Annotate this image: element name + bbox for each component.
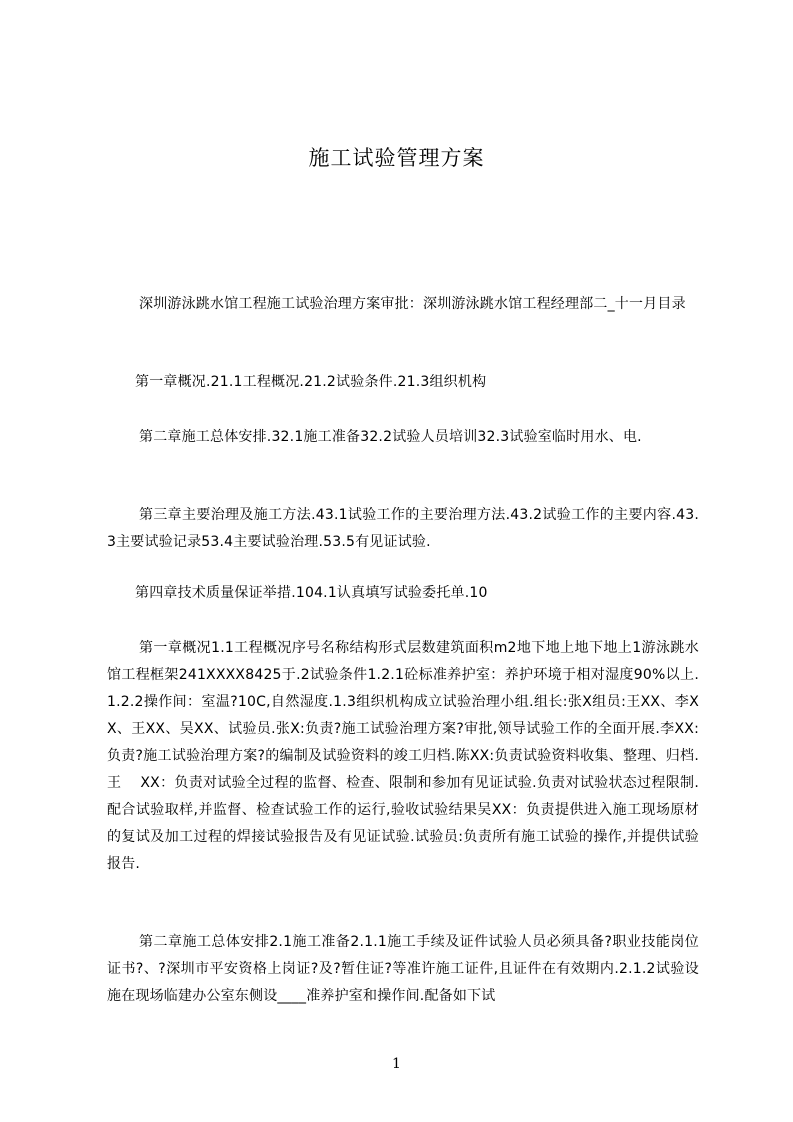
toc-chapter-2: 第二章施工总体安排.32.1施工准备32.2试验人员培训32.3试验室临时用水、电.: [139, 429, 642, 445]
chapter-1-body: 第一章概况1.1工程概况序号名称结构形式层数建筑面积m2地下地上地下地上1游泳跳水馆工程框架241XXXX8425于.2试验条件1.2.1砼标准养护室：养护环境于相对湿度90%以上.1.2.2操作间：室温?10C,自然湿度.1.3组织机构成立试验治理小组.组长:张X组员:王XX、李XX、王XX、吴XX、试验员.张X:负责?施工试验治理方案?审批,领导试验工作的全面开展.李XX:负责?施工试验治理方案?的编制及试验资料的竣工归档.陈XX:负责试验资料收集、整理、归档.王 XX：负责对试验全过程的监督、检查、限制和参加有见证试验.负责对试验状态过程限制.配合试验取样,并监督、检查试验工作的运行,验收试验结果吴XX：负责提供进入施工现场原材的复试及加工过程的焊接试验报告及有见证试验.试验员:负责所有施工试验的操作,并提供试验报告.: [107, 640, 699, 872]
toc-chapter-3: 第三章主要治理及施工方法.43.1试验工作的主要治理方法.43.2试验工作的主要内容.43.3主要试验记录53.4主要试验治理.53.5有见证试验.: [107, 507, 699, 550]
chapter-2-body: 第二章施工总体安排2.1施工准备2.1.1施工手续及证件试验人员必须具备?职业技能岗位证书?、?深圳市平安资格上岗证?及?暂住证?等准许施工证件,且证件在有效期内.2.1.2试验设施在现场临建办公室东侧设____准养护室和操作间.配备如下试: [107, 934, 699, 1004]
page-number: 1: [392, 1056, 401, 1072]
document-title: 施工试验管理方案: [308, 146, 485, 170]
toc-chapter-1: 第一章概况.21.1工程概况.21.2试验条件.21.3组织机构: [135, 374, 487, 390]
toc-chapter-4: 第四章技术质量保证举措.104.1认真填写试验委托单.10: [135, 585, 488, 601]
approval-paragraph: 深圳游泳跳水馆工程施工试验治理方案审批：深圳游泳跳水馆工程经理部二_十一月目录: [139, 296, 686, 312]
